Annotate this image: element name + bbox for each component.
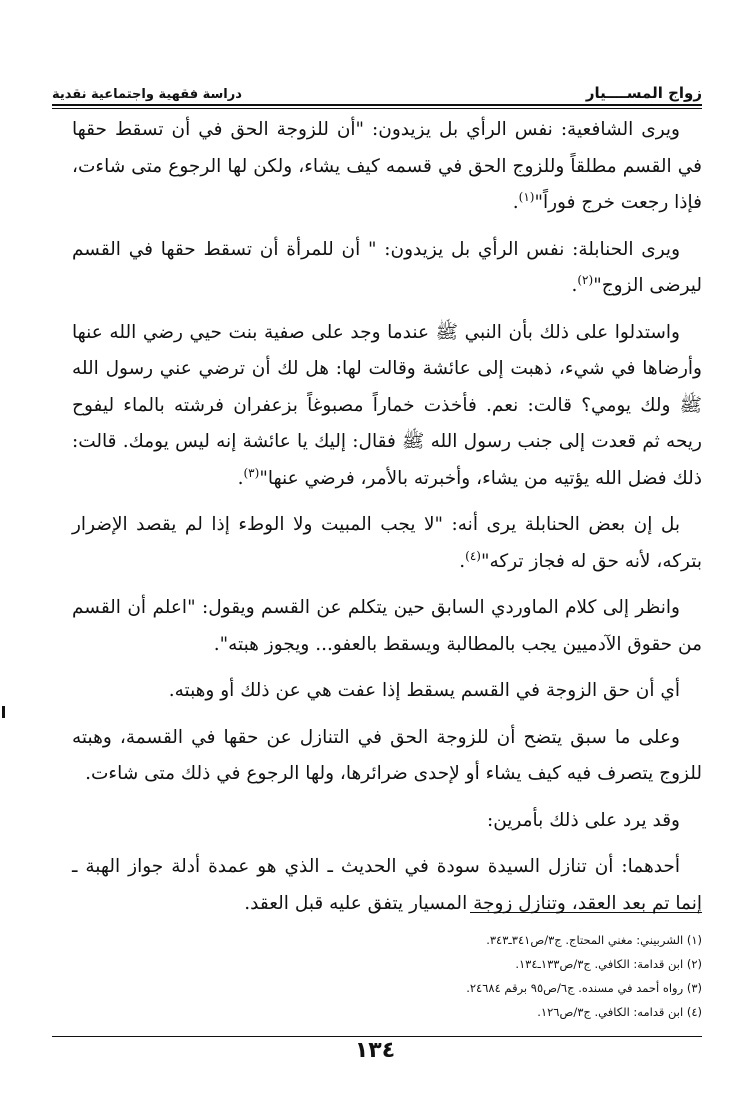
paragraph: واستدلوا على ذلك بأن النبي ﷺ عندما وجد على صفية بنت حيي رضي الله عنها وأرضاها في شيء، ذهبت إلى عائشة وقالت لها: هل لك أن ترضي عني رسول الله ﷺ ولك يومي؟ قالت: نعم. فأخذت خماراً مصبوغاً بزعفران فرشته بالماء ليفوح ريحه ثم قعدت إلى جنب رسول الله ﷺ فقال: إليك يا عائشة إنه ليس يومك. قالت: ذلك فضل الله يؤتيه من يشاء، وأخبرته بالأمر، فرضي عنها"$^{(٣)}$. (72, 321, 702, 489)
footer-rule (52, 1036, 702, 1037)
paragraph: ويرى الشافعية: نفس الرأي بل يزيدون: "أن للزوجة الحق في أن تسقط حقها في القسم مطلقاً وللزوج الحق في قسمه كيف يشاء، ولكن لها الرجوع متى شاءت، فإذا رجعت خرج فوراً"$^{(١)}$. (72, 119, 702, 213)
margin-mark (2, 706, 5, 718)
header-subtitle: دراسة فقهية واجتماعية نقدية (52, 87, 242, 102)
main-text (72, 112, 702, 932)
footnote: (١) الشربيني: مغني المحتاج. ج٣/ص٣٤١ـ٣٤٣. (486, 933, 702, 947)
footnote-ref: (٣) (243, 465, 260, 480)
running-header (52, 76, 702, 102)
footnote-ref: (١) (518, 189, 535, 204)
paragraph: أحدهما: أن تنازل السيدة سودة في الحديث ـ الذي هو عمدة أدلة جواز الهبة ـ إنما تم بعد العقد، وتنازل زوجة المسيار يتفق عليه قبل العقد. (72, 856, 702, 914)
footnote-ref: (٢) (577, 272, 594, 287)
footnote: (٤) ابن قدامه: الكافي. ج٣/ص١٢٦. (537, 1005, 702, 1019)
footnote-separator (470, 912, 702, 913)
footnote: (٢) ابن قدامة: الكافي. ج٣/ص١٣٣ـ١٣٤. (515, 957, 702, 971)
footnote-ref: (٤) (465, 548, 481, 563)
header-book-title: زواج المســــيار (585, 84, 702, 102)
paragraph: وانظر إلى كلام الماوردي السابق حين يتكلم عن القسم ويقول: "اعلم أن القسم من حقوق الآدميين يجب بالمطالبة ويسقط بالعفو... ويجوز هبته". (72, 597, 702, 655)
paragraph: بل إن بعض الحنابلة يرى أنه: "لا يجب المبيت ولا الوطء إذا لم يقصد الإضرار بتركه، لأنه حق له فجاز تركه"$^{(٤)}$. (72, 514, 702, 572)
footnotes (72, 928, 702, 1024)
page-number: ١٣٤ (354, 1038, 396, 1063)
paragraph: وعلى ما سبق يتضح أن للزوجة الحق في التنازل عن حقها في القسمة، وهبته للزوج يتصرف فيه كيف يشاء أو لإحدى ضرائرها، ولها الرجوع في ذلك متى شاءت. (72, 726, 702, 784)
footnote: (٣) رواه أحمد في مسنده. ج٦/ص٩٥ برقم ٢٤٦٨٤. (466, 981, 702, 995)
paragraph: وقد يرد على ذلك بأمرين: (486, 809, 680, 831)
paragraph: ويرى الحنابلة: نفس الرأي بل يزيدون: " أن للمرأة أن تسقط حقها في القسم ليرضى الزوج"$^{(٢)}$. (72, 238, 702, 296)
paragraph: أي أن حق الزوجة في القسم يسقط إذا عفت هي عن ذلك أو وهبته. (168, 680, 680, 701)
header-rule (52, 104, 702, 109)
